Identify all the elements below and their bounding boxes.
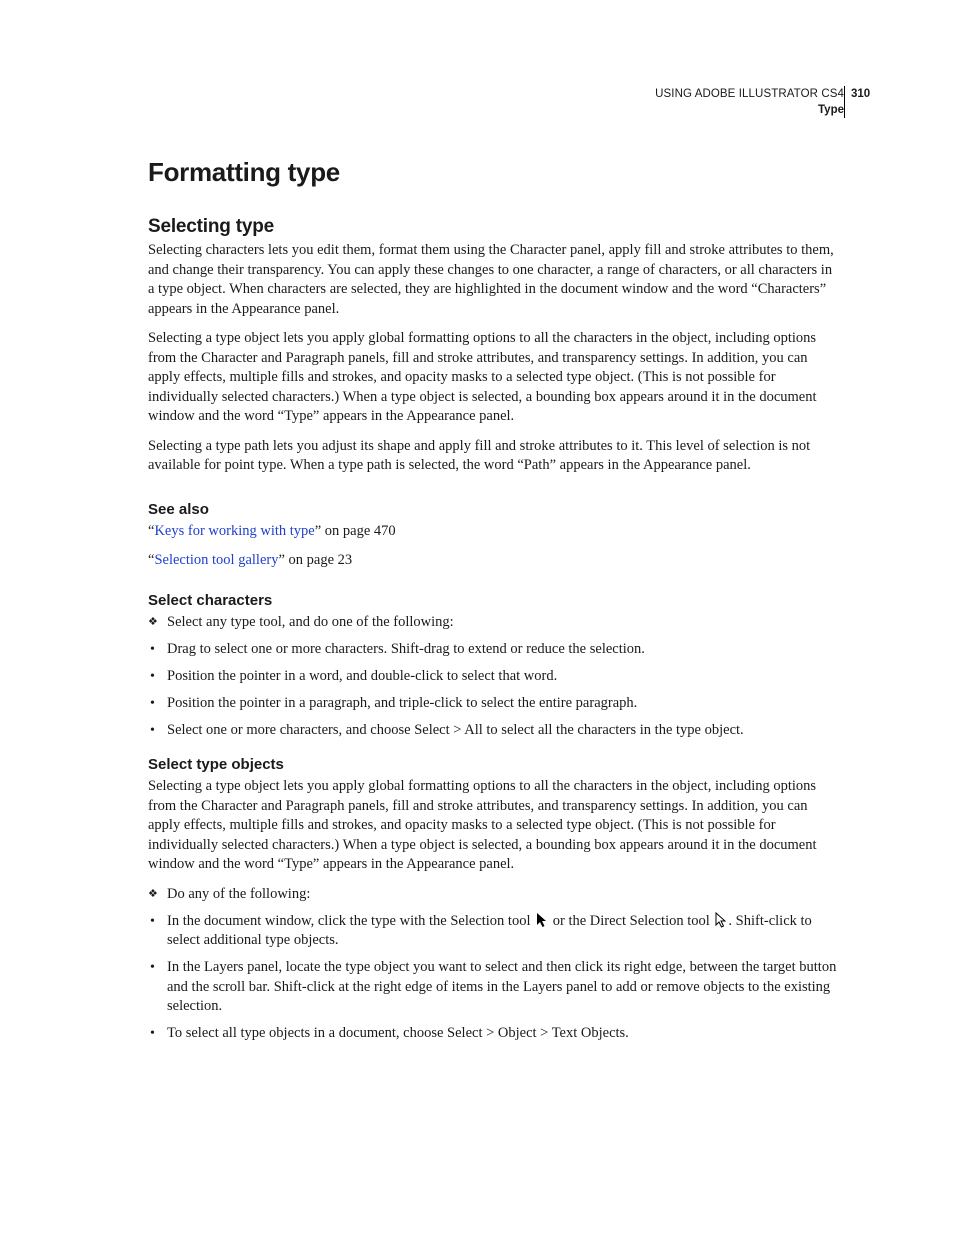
step-text: Do any of the following: — [167, 885, 311, 902]
bullet-icon: • — [150, 913, 155, 929]
subsection-heading-select-type-objects: Select type objects — [148, 756, 284, 773]
bullet-icon: • — [150, 722, 155, 738]
select-characters-list — [148, 613, 840, 741]
list-item — [148, 721, 840, 741]
page-title: Formatting type — [148, 157, 340, 187]
open-quote: “ — [148, 552, 155, 568]
page-number: 310 — [851, 88, 871, 100]
header-title: USING ADOBE ILLUSTRATOR CS4 — [655, 88, 844, 100]
paragraph: Selecting a type object lets you apply global formatting options to all the characters in the object, including options from the Character and Paragraph panels, fill and stroke attributes, and transparency settings. In addition, you can apply effects, multiple fills and strokes, and opacity masks to a selected type object. (This is not possible for individually selected characters.) When a type object is selected, a bounding box appears around it in the document window and the word “Type” appears in the Appearance panel. — [148, 330, 817, 424]
select-type-objects-list — [148, 885, 840, 1044]
link-keys-for-working-with-type[interactable]: Keys for working with type — [154, 522, 315, 539]
paragraph: Selecting a type object lets you apply global formatting options to all the characters in the object, including options from the Character and Paragraph panels, fill and stroke attributes, and transparency settings. In addition, you can apply effects, multiple fills and strokes, and opacity masks to a selected type object. (This is not possible for individually selected characters.) When a type object is selected, a bounding box appears around it in the document window and the word “Type” appears in the Appearance panel. — [148, 778, 817, 872]
list-item-text: Drag to select one or more characters. Shift-drag to extend or reduce the selection. — [167, 640, 645, 657]
link-suffix: ” on page 470 — [314, 522, 396, 539]
running-header — [655, 86, 844, 118]
list-item-text: In the Layers panel, locate the type object you want to select and then click its right edge, between the target button and the scroll bar. Shift-click at the right edge of items in the Layers panel to add or remove objects to the existing selection. — [167, 959, 837, 1014]
bullet-icon: • — [150, 668, 155, 684]
list-item — [148, 958, 840, 1017]
see-also-item — [148, 551, 840, 571]
list-item-text: or the Direct Selection tool — [549, 912, 710, 929]
bullet-icon: • — [150, 960, 155, 975]
list-item-text: In the document window, click the type with the Selection tool — [167, 912, 531, 929]
section-heading-selecting-type: Selecting type — [148, 216, 275, 237]
bullet-icon: • — [150, 1026, 155, 1041]
open-quote: “ — [148, 522, 155, 539]
list-item-text: Select one or more characters, and choose Select > All to select all the characters in the type object. — [167, 721, 744, 738]
see-also-item — [148, 522, 840, 542]
link-suffix: ” on page 23 — [278, 552, 353, 568]
list-item-text: . Shift-click to select additional type objects. — [167, 912, 812, 948]
selection-tool-icon — [536, 912, 547, 928]
list-item-text: Position the pointer in a word, and double-click to select that word. — [167, 667, 558, 684]
see-also-heading: See also — [148, 500, 209, 518]
subsection-heading-select-characters: Select characters — [148, 591, 273, 609]
bullet-icon: • — [150, 695, 155, 711]
page-content — [148, 155, 840, 1051]
step-marker-icon: ❖ — [148, 887, 158, 900]
header-divider — [844, 86, 845, 118]
step-text: Select any type tool, and do one of the following: — [167, 613, 454, 630]
step-intro — [148, 885, 840, 905]
list-item — [148, 667, 840, 687]
list-item-text: Position the pointer in a paragraph, and triple-click to select the entire paragraph. — [167, 694, 638, 711]
link-selection-tool-gallery[interactable]: Selection tool gallery — [154, 552, 279, 568]
list-item-text: To select all type objects in a document, choose Select > Object > Text Objects. — [167, 1025, 629, 1041]
paragraph: Selecting a type path lets you adjust its shape and apply fill and stroke attributes to it. This level of selection is not available for point type. When a type path is selected, the word “Path” appears in the Appearance panel. — [148, 437, 811, 473]
list-item — [148, 912, 840, 951]
list-item — [148, 1024, 840, 1044]
paragraph: Selecting characters lets you edit them, format them using the Character panel, apply fill and stroke attributes to them, and change their transparency. You can apply these changes to one character, a range of characters, or all characters in a type object. When characters are selected, they are highlighted in the document window and the word “Characters” appears in the Appearance panel. — [148, 242, 834, 317]
direct-selection-tool-icon — [715, 912, 726, 928]
list-item — [148, 694, 840, 714]
bullet-icon: • — [150, 641, 155, 657]
header-section: Type — [818, 104, 844, 116]
step-intro — [148, 613, 840, 633]
list-item — [148, 640, 840, 660]
step-marker-icon: ❖ — [148, 615, 158, 628]
